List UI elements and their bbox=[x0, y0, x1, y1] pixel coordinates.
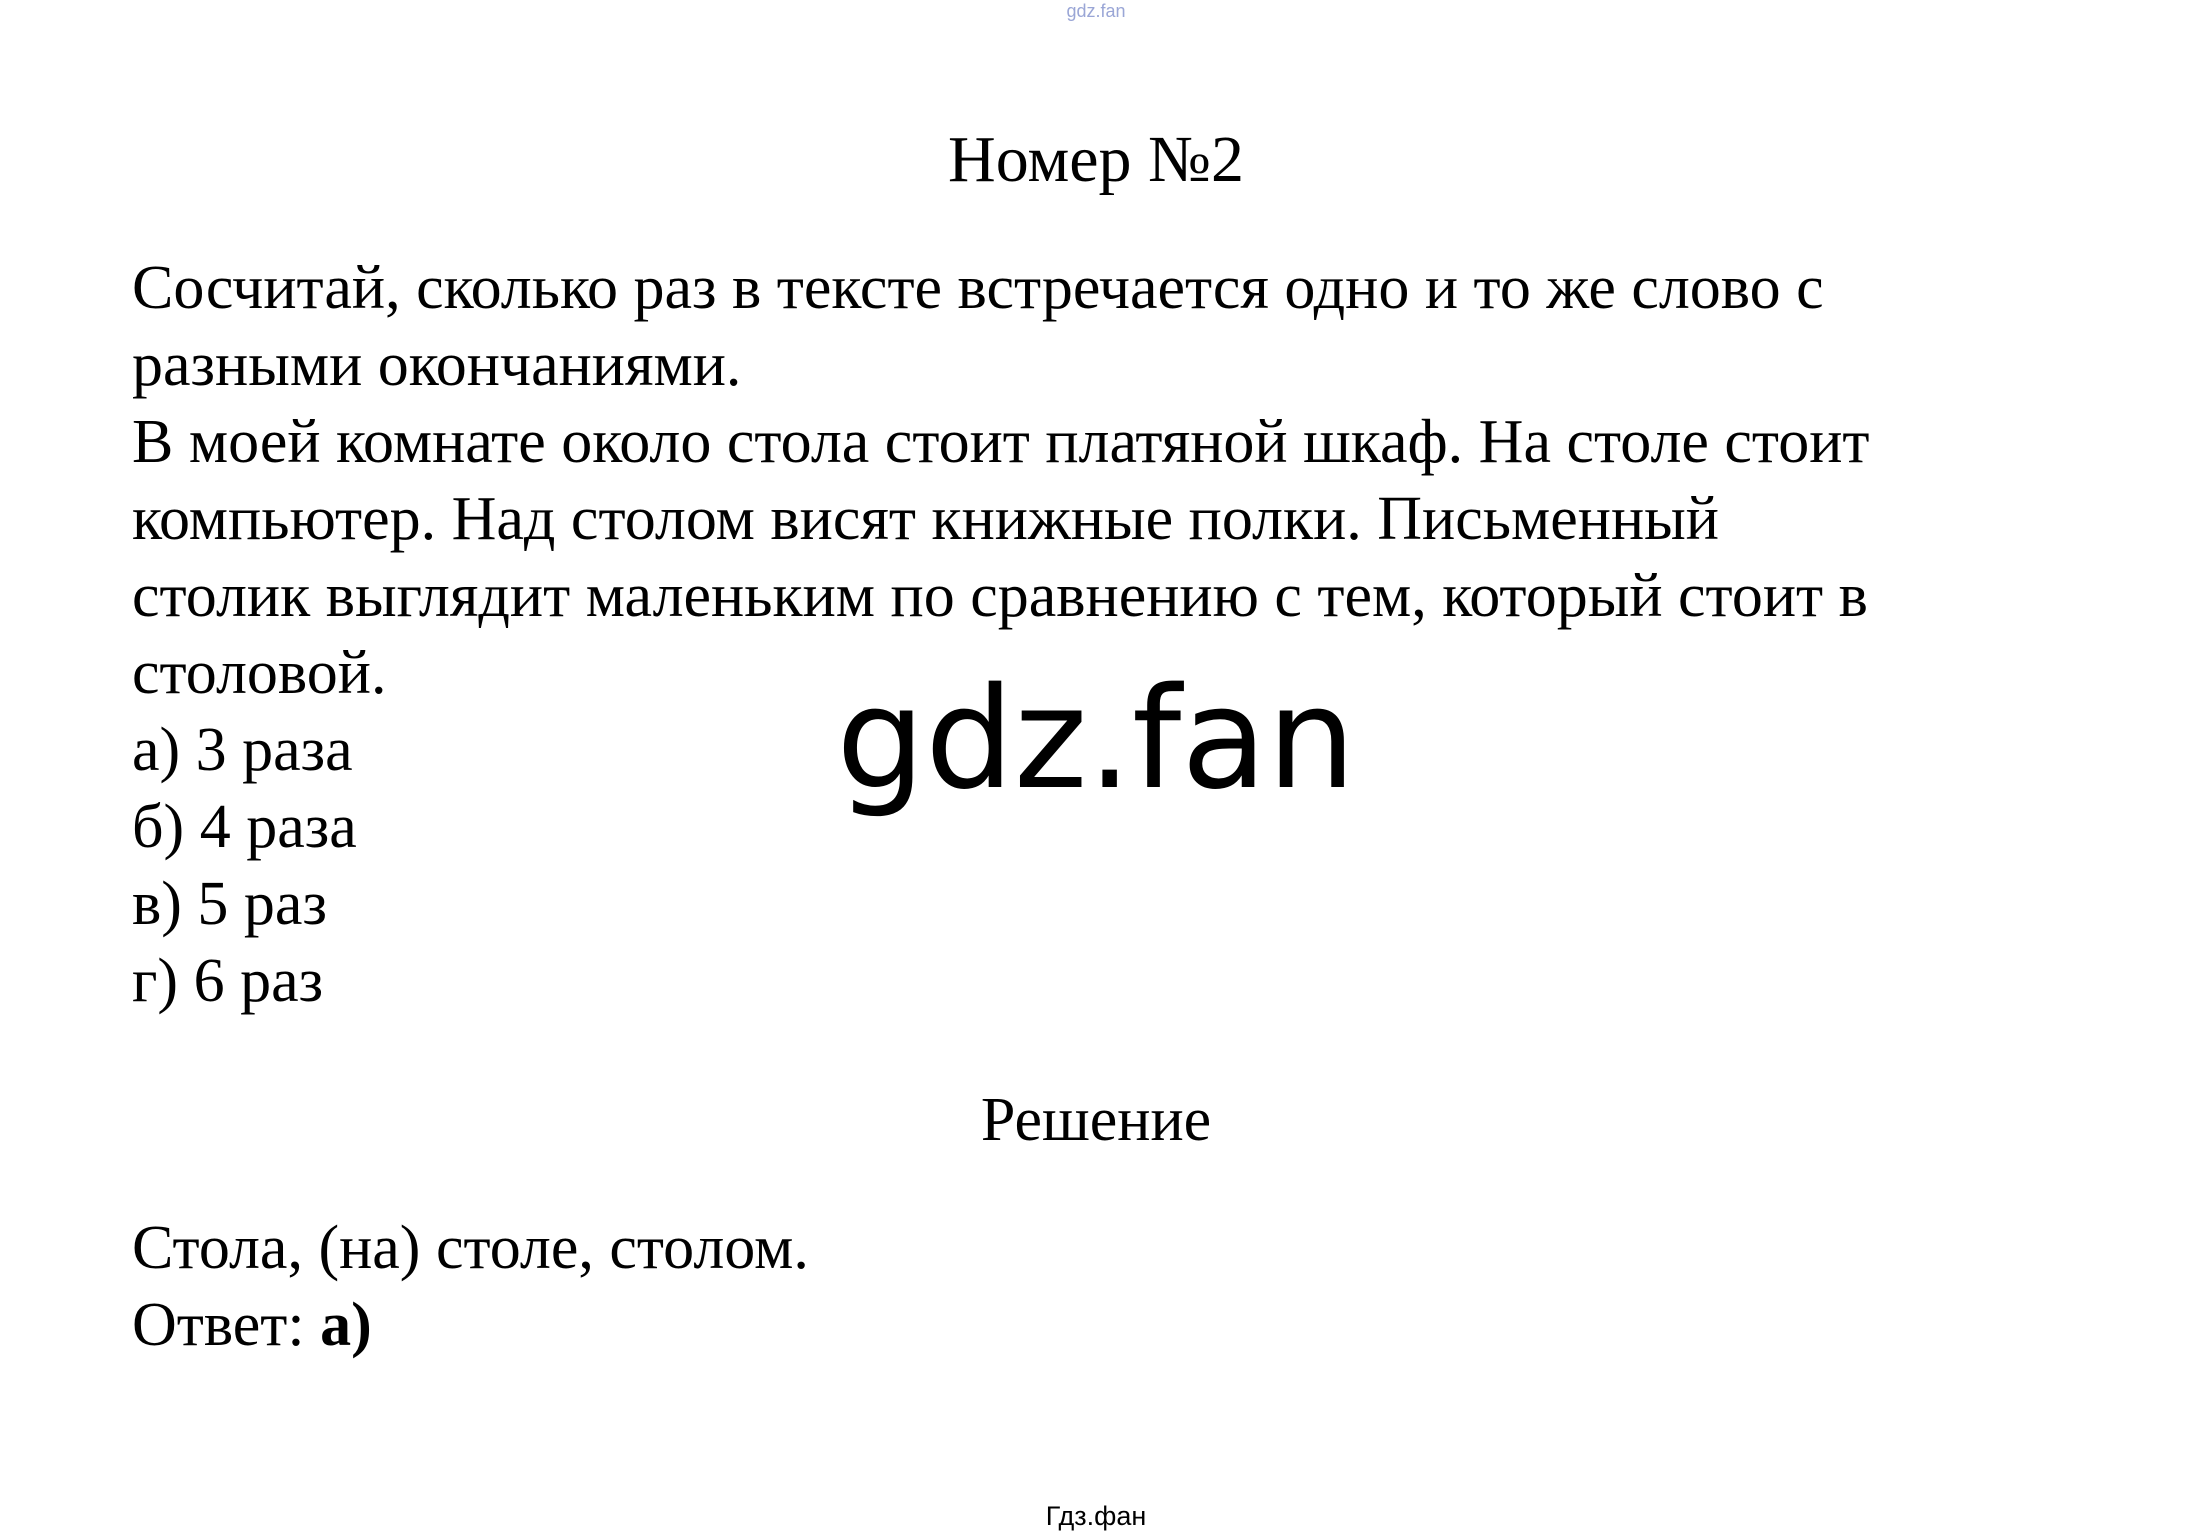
answer-option-b: б) 4 раза bbox=[132, 793, 357, 861]
task-title: Номер №2 bbox=[948, 123, 1244, 196]
bottom-watermark: Гдз.фан bbox=[1045, 1501, 1147, 1531]
answer-value: а) bbox=[320, 1291, 372, 1359]
answer-option-c: в) 5 раз bbox=[132, 870, 327, 938]
solution-heading: Решение bbox=[980, 1086, 1212, 1154]
solution-text: Стола, (на) столе, столом. bbox=[132, 1214, 809, 1282]
task-text-line: В моей комнате около стола стоит платяной шкаф. На столе стоит bbox=[132, 408, 1870, 476]
center-watermark: gdz.fan bbox=[836, 658, 1356, 821]
task-text-line: компьютер. Над столом висят книжные полки. Письменный bbox=[132, 485, 1719, 553]
task-body bbox=[132, 250, 2092, 1020]
top-watermark: gdz.fan bbox=[1066, 1, 1126, 21]
answer-label: Ответ: bbox=[132, 1291, 305, 1359]
answer-line bbox=[132, 1287, 809, 1364]
task-text-line: Сосчитай, сколько раз в тексте встречается одно и то же слово с bbox=[132, 254, 1824, 322]
task-text-line: столовой. bbox=[132, 639, 387, 707]
answer-option-a: а) 3 раза bbox=[132, 716, 353, 784]
answer-option-d: г) 6 раз bbox=[132, 947, 324, 1015]
task-text-line: разными окончаниями. bbox=[132, 331, 742, 399]
solution-body bbox=[132, 1210, 809, 1364]
task-text-line: столик выглядит маленьким по сравнению с тем, который стоит в bbox=[132, 562, 1868, 630]
